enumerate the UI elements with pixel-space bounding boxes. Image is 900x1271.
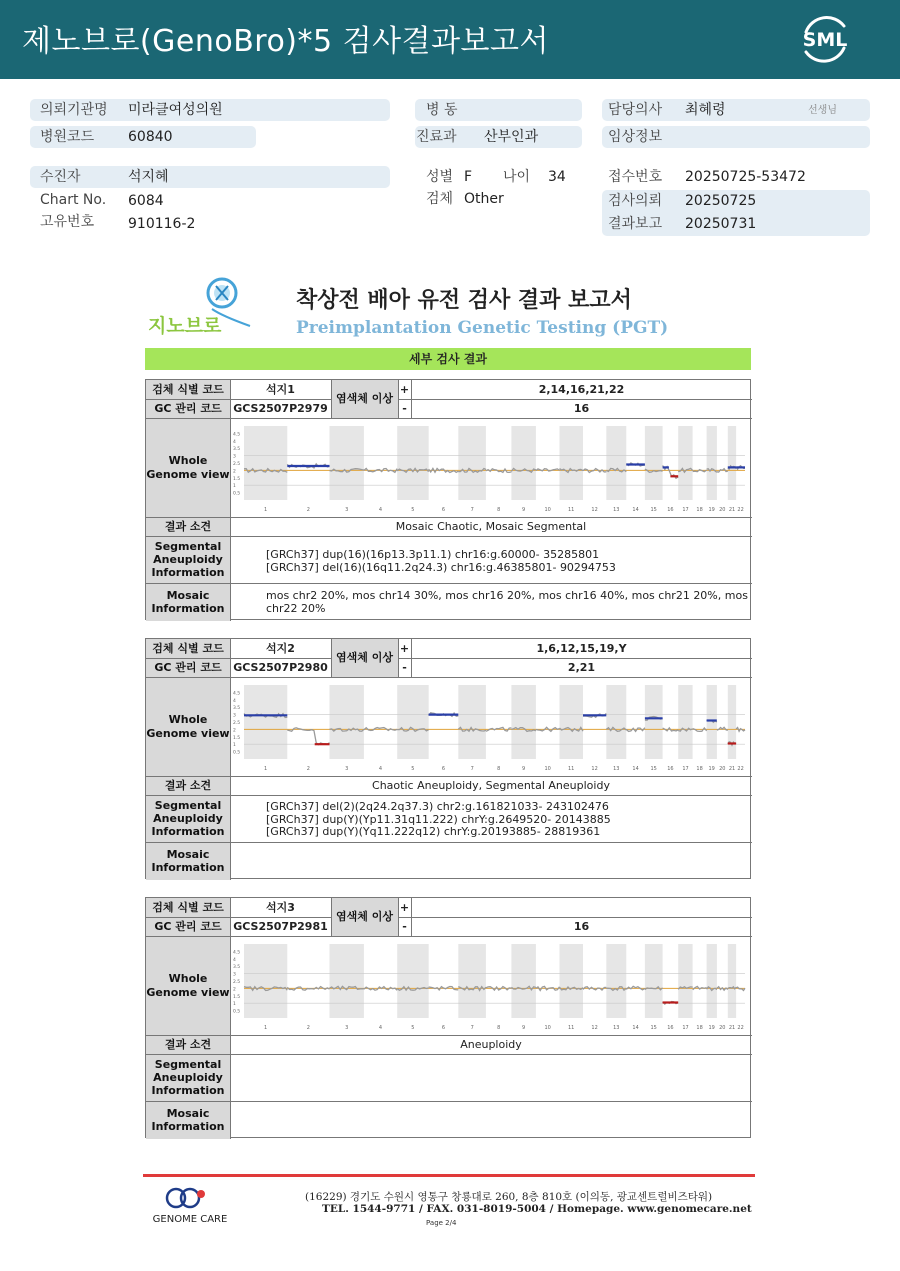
x-tick-label: 14 [632,507,639,513]
label-clinical: 임상정보 [608,129,663,145]
genome-care-logo-text: GENOME CARE [152,1214,228,1225]
x-tick-label: 22 [737,766,744,772]
y-tick-label: 2 [233,987,236,993]
footer-address: (16229) 경기도 수원시 영통구 창룡대로 260, 8층 810호 (이의동, 광교센트럴비즈타워) [305,1191,713,1203]
label-sample-id: 검체 식별 코드 [146,898,230,917]
sample-id: 석지1 [266,382,295,396]
gain-chromosomes: 1,6,12,15,19,Y [536,641,627,655]
label-test-request: 검사의뢰 [608,193,663,209]
loss-chromosomes: 2,21 [567,660,596,674]
x-tick-label: 10 [544,1025,551,1031]
y-tick-label: 1 [233,484,236,490]
sml-logo-text: SML [802,29,848,51]
x-tick-label: 18 [696,507,703,513]
sml-logo [796,12,854,66]
y-tick-label: 2.5 [233,721,241,726]
loss-sign: - [402,401,407,415]
label-gc-code: GC 관리 코드 [146,658,230,677]
value-specimen: Other [464,191,504,207]
chromosome-band [560,685,584,759]
result-text: Aneuploidy [460,1037,522,1051]
label-mosaic: Mosaic Information [146,842,230,880]
y-tick-label: 4.5 [233,691,241,697]
label-sample-id: 검체 식별 코드 [146,380,230,399]
gain-sign: + [399,900,410,914]
chromosome-band [511,685,536,759]
label-result: 결과 소견 [146,517,230,536]
gain-sign: + [399,641,410,655]
x-tick-label: 17 [682,766,689,772]
genobro-logo [146,276,256,338]
y-tick-label: 1.5 [233,476,241,482]
genobro-logo-text: 지노브로 [148,315,222,337]
label-chrom-abn: 염색체 이상 [331,898,398,936]
segmental-info [266,801,746,839]
y-tick-label: 4 [233,957,236,963]
genome-chart-2 [232,679,748,774]
label-result-report: 결과보고 [608,216,663,232]
label-age: 나이 [503,169,531,185]
x-tick-label: 20 [719,766,726,772]
chromosome-band [645,426,663,500]
chromosome-band [560,426,584,500]
x-tick-label: 13 [613,1025,620,1031]
y-tick-label: 3 [233,454,236,460]
x-tick-label: 20 [719,507,726,513]
y-tick-label: 0.5 [233,491,241,497]
y-tick-label: 2 [233,728,236,734]
label-ward: 병 동 [426,102,458,118]
label-result: 결과 소견 [146,1035,230,1054]
x-tick-label: 8 [497,507,501,513]
x-tick-label: 12 [591,766,598,772]
gain-sign: + [399,382,410,396]
x-tick-label: 5 [411,1025,415,1031]
x-tick-label: 4 [378,1025,383,1031]
gain-chromosomes: 2,14,16,21,22 [538,382,625,396]
chromosome-band [330,426,364,500]
x-tick-label: 9 [522,766,526,772]
label-gc-code: GC 관리 코드 [146,399,230,418]
signal-line [486,727,511,731]
value-unique-no: 910116-2 [128,216,196,232]
label-sex: 성별 [426,169,454,185]
doctor-suffix: 선생님 [808,105,837,116]
x-tick-label: 19 [708,507,715,513]
info-bar-patient [30,166,390,188]
value-chart-no: 6084 [128,193,164,209]
y-tick-label: 1.5 [233,735,241,741]
chromosome-band [511,426,536,500]
label-institution: 의뢰기관명 [40,102,108,118]
y-tick-label: 0.5 [233,750,241,756]
signal-line [717,727,728,730]
value-hospital-code: 60840 [128,129,173,145]
label-result: 결과 소견 [146,776,230,795]
y-tick-label: 3.5 [233,965,241,971]
genome-chart-3 [232,938,748,1033]
signal-line [693,986,707,989]
chromosome-band [458,685,486,759]
chromosome-band [560,944,584,1018]
label-unique-no: 고유번호 [40,214,95,230]
x-tick-label: 19 [708,766,715,772]
x-tick-label: 21 [728,1025,736,1031]
chromosome-band [606,685,626,759]
x-tick-label: 11 [568,766,575,772]
x-tick-label: 5 [411,766,415,772]
label-whole-genome-view: Whole Genome view [146,677,230,776]
chromosome-band [244,426,287,500]
x-tick-label: 3 [345,1025,349,1031]
sample-block-3 [145,897,751,1138]
y-tick-label: 1 [233,743,236,749]
value-result-report: 20250731 [685,216,757,232]
x-tick-label: 1 [264,766,268,772]
chromosome-band [606,426,626,500]
x-tick-label: 6 [441,507,446,513]
sample-block-2 [145,638,751,879]
page-number: Page 2/4 [426,1219,457,1227]
genome-care-logo [146,1186,236,1226]
section-title: 세부 검사 결과 [145,348,751,370]
footer-divider [143,1174,755,1177]
x-tick-label: 2 [306,766,310,772]
label-specimen: 검체 [426,191,454,207]
loss-chromosomes: 16 [573,919,590,933]
x-tick-label: 11 [568,1025,575,1031]
x-tick-label: 22 [737,1025,744,1031]
x-tick-label: 15 [650,766,657,772]
label-segmental: Segmental Aneuploidy Information [146,1054,230,1101]
x-tick-label: 7 [470,766,474,772]
y-tick-label: 3.5 [233,447,241,453]
y-tick-label: 2.5 [233,462,241,467]
chromosome-band [606,944,626,1018]
label-doctor: 담당의사 [608,102,663,118]
signal-line [364,987,397,991]
segmental-line: [GRCh37] dup(Y)(Yp11.31q11.222) chrY:g.2649520- 20143885 [266,812,611,826]
x-tick-label: 11 [568,507,575,513]
x-tick-label: 10 [544,507,551,513]
x-tick-label: 19 [708,1025,715,1031]
gc-code: GCS2507P2980 [233,660,328,674]
x-tick-label: 13 [613,766,620,772]
y-tick-label: 3 [233,972,236,978]
chromosome-band [397,685,429,759]
chromosome-band [707,944,717,1018]
label-patient: 수진자 [40,169,81,185]
report-title-en: Preimplantation Genetic Testing (PGT) [296,318,669,338]
x-tick-label: 7 [470,507,474,513]
x-tick-label: 6 [441,1025,446,1031]
label-segmental: Segmental Aneuploidy Information [146,795,230,842]
value-department: 산부인과 [484,129,539,145]
x-tick-label: 8 [497,1025,501,1031]
chromosome-band [511,944,536,1018]
x-tick-label: 9 [522,1025,526,1031]
value-receipt-no: 20250725-53472 [685,169,806,185]
x-tick-label: 21 [728,507,736,513]
x-tick-label: 4 [378,507,383,513]
y-tick-label: 4 [233,439,236,445]
y-tick-label: 2 [233,469,236,475]
segmental-line: [GRCh37] del(16)(16q11.2q24.3) chr16:g.46385801- 90294753 [266,560,616,574]
signal-line [287,728,329,745]
x-tick-label: 22 [737,507,744,513]
x-tick-label: 16 [667,507,674,513]
x-tick-label: 9 [522,507,526,513]
x-tick-label: 21 [728,766,736,772]
chromosome-band [330,944,364,1018]
x-tick-label: 17 [682,1025,689,1031]
chromosome-band [678,685,692,759]
x-tick-label: 15 [650,1025,657,1031]
header-title: 제노브로(GenoBro)*5 검사결과보고서 [22,24,549,59]
value-age: 34 [548,169,566,185]
label-chrom-abn: 염색체 이상 [331,639,398,677]
segmental-line: [GRCh37] dup(16)(16p13.3p11.1) chr16:g.60000- 35285801 [266,548,600,561]
x-tick-label: 2 [306,1025,310,1031]
label-mosaic: Mosaic Information [146,583,230,621]
x-tick-label: 13 [613,507,620,513]
x-tick-label: 3 [345,507,349,513]
value-patient: 석지혜 [128,169,169,185]
x-tick-label: 17 [682,507,689,513]
value-sex: F [464,169,473,185]
sample-block-1 [145,379,751,620]
x-tick-label: 1 [264,1025,268,1031]
label-mosaic: Mosaic Information [146,1101,230,1139]
y-tick-label: 4 [233,698,236,704]
segmental-line: [GRCh37] del(2)(2q24.2q37.3) chr2:g.161821033- 243102476 [266,800,609,813]
x-tick-label: 4 [378,766,383,772]
chromosome-band [330,685,364,759]
gain-chromosomes [411,898,752,917]
x-tick-label: 12 [591,507,598,513]
chromosome-band [678,426,692,500]
y-tick-label: 4.5 [233,432,241,438]
loss-sign: - [402,660,407,674]
y-tick-label: 3 [233,713,236,719]
signal-line [429,987,459,991]
y-tick-label: 4.5 [233,950,241,956]
result-text: Chaotic Aneuploidy, Segmental Aneuploidy [372,778,610,792]
x-tick-label: 5 [411,507,415,513]
sample-id: 석지3 [266,900,295,914]
label-receipt-no: 접수번호 [608,169,663,185]
x-tick-label: 6 [441,766,446,772]
mosaic-info: mos chr2 20%, mos chr14 30%, mos chr16 20%, mos chr16 40%, mos chr21 20%, mos chr22 20% [266,589,748,615]
x-tick-label: 3 [345,766,349,772]
gc-code: GCS2507P2981 [233,919,328,933]
chromosome-band [728,426,736,500]
chromosome-band [707,685,717,759]
label-sample-id: 검체 식별 코드 [146,639,230,658]
x-tick-label: 7 [470,1025,474,1031]
y-tick-label: 0.5 [233,1009,241,1015]
value-institution: 미라클여성의원 [128,102,223,118]
footer-contact: TEL. 1544-9771 / FAX. 031-8019-5004 / Homepage. www.genomecare.net [322,1203,752,1215]
y-tick-label: 2.5 [233,980,241,985]
y-tick-label: 3.5 [233,706,241,712]
x-tick-label: 2 [306,507,310,513]
x-tick-label: 20 [719,1025,726,1031]
label-department: 진료과 [416,129,457,145]
x-tick-label: 18 [696,1025,703,1031]
label-chrom-abn: 염색체 이상 [331,380,398,418]
result-text: Mosaic Chaotic, Mosaic Segmental [395,519,587,533]
chromosome-band [678,944,692,1018]
chromosome-band [707,426,717,500]
chromosome-band [397,944,429,1018]
report-title-ko: 착상전 배아 유전 검사 결과 보고서 [296,288,632,313]
label-whole-genome-view: Whole Genome view [146,418,230,517]
chromosome-band [728,685,736,759]
value-test-request: 20250725 [685,193,757,209]
segmental-line: [GRCh37] dup(Y)(Yq11.222q12) chrY:g.20193885- 28819361 [266,825,601,838]
chromosome-band [458,426,486,500]
chromosome-band [645,944,663,1018]
label-segmental: Segmental Aneuploidy Information [146,536,230,583]
chromosome-band [728,944,736,1018]
y-tick-label: 1.5 [233,994,241,1000]
value-doctor: 최혜령 [685,102,726,118]
chromosome-band [645,685,663,759]
label-whole-genome-view: Whole Genome view [146,936,230,1035]
chromosome-band [244,685,287,759]
x-tick-label: 10 [544,766,551,772]
x-tick-label: 18 [696,766,703,772]
report-header [0,0,900,79]
x-tick-label: 16 [667,766,674,772]
label-gc-code: GC 관리 코드 [146,917,230,936]
chromosome-band [458,944,486,1018]
genome-chart-1 [232,420,748,515]
segmental-info [266,549,746,574]
x-tick-label: 16 [667,1025,674,1031]
label-chart-no: Chart No. [40,192,107,208]
chromosome-band [244,944,287,1018]
x-tick-label: 1 [264,507,268,513]
x-tick-label: 14 [632,1025,639,1031]
chromosome-band [397,426,429,500]
gc-code: GCS2507P2979 [233,401,328,415]
label-hospital-code: 병원코드 [40,129,95,145]
y-tick-label: 1 [233,1002,236,1008]
loss-sign: - [402,919,407,933]
x-tick-label: 14 [632,766,639,772]
x-tick-label: 8 [497,766,501,772]
loss-chromosomes: 16 [573,401,590,415]
x-tick-label: 12 [591,1025,598,1031]
x-tick-label: 15 [650,507,657,513]
sample-id: 석지2 [266,641,295,655]
